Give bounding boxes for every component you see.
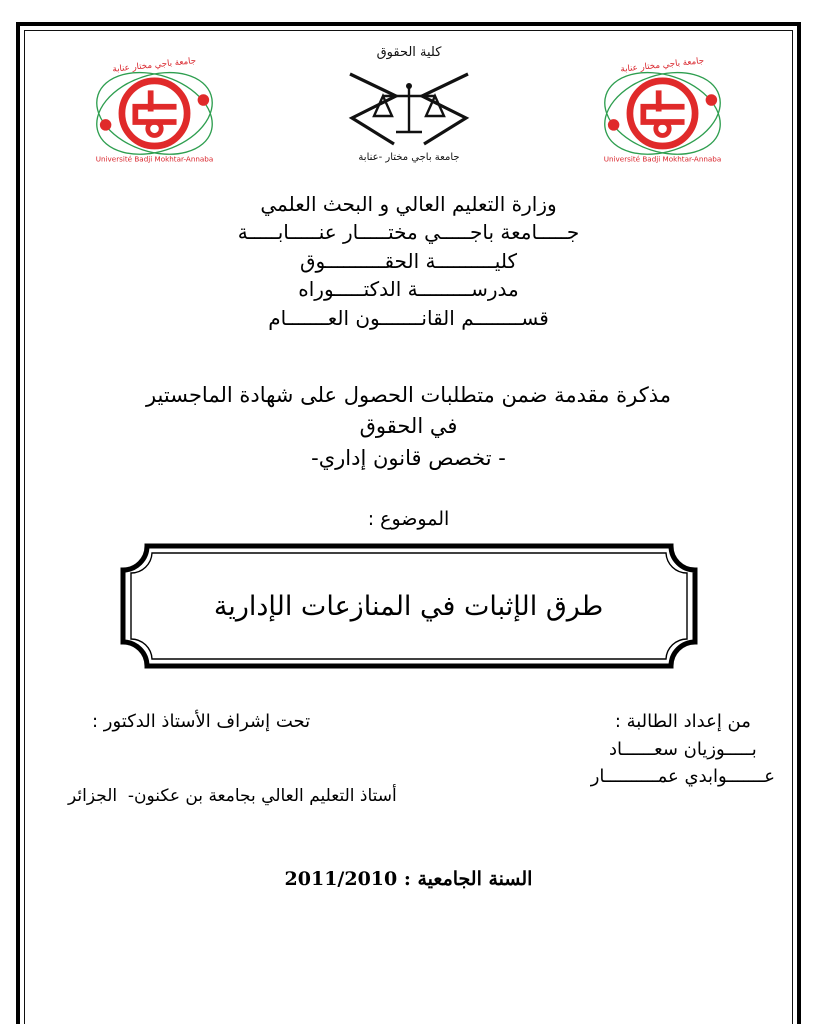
degree-statement (30, 380, 787, 475)
institution-line-ministry: وزارة التعليم العالي و البحث العلمي (260, 192, 557, 216)
svg-text:جامعة باجي مختار عنابة: جامعة باجي مختار عنابة (112, 56, 197, 75)
svg-text:Université Badji Mokhtar-Annab: Université Badji Mokhtar-Annaba (95, 154, 214, 164)
author-name-1: بـــــوزيان سعــــــاد (609, 739, 757, 761)
faculty-of-law-logo (334, 40, 484, 165)
institution-header (30, 190, 787, 332)
supervisor-rank: أستاذ التعليم العالي بجامعة بن عكنون- الجزائر (68, 786, 397, 807)
degree-line-field: في الحقوق (359, 414, 458, 439)
svg-text:Université Badji Mokhtar-Annab: Université Badji Mokhtar-Annaba (603, 154, 722, 164)
institution-line-department: قســــــــم القانـــــــون العـــــــام (268, 305, 549, 330)
degree-line-main: مذكرة مقدمة ضمن متطلبات الحصول على شهادة الماجستير (145, 382, 672, 407)
subject-label: الموضوع : (367, 508, 450, 531)
credits-block (30, 708, 787, 828)
supervisor-block (92, 708, 310, 736)
logo-row (30, 45, 787, 184)
thesis-title-plaque (119, 542, 699, 670)
svg-text:جامعة باجي مختار -عنابة: جامعة باجي مختار -عنابة (357, 152, 460, 163)
author-heading: من إعداد الطالبة : (614, 711, 751, 733)
institution-line-school: مدرســـــــــة الدكتـــــوراه (298, 277, 519, 302)
author-block (591, 708, 775, 790)
institution-line-university: جـــــامعة باجـــــي مختـــــار عنـــــابـــــة (237, 220, 580, 245)
svg-text:جامعة باجي مختار عنابة: جامعة باجي مختار عنابة (620, 56, 705, 75)
institution-line-faculty: كليــــــــــة الحقــــــــــوق (300, 248, 517, 273)
supervisor-heading: تحت إشراف الأستاذ الدكتور : (92, 711, 311, 733)
university-logo-right (590, 54, 735, 169)
university-logo-left (82, 54, 227, 169)
author-name-2: عـــــــوابدي عمــــــــــار (590, 766, 775, 788)
degree-line-specialty: - تخصص قانون إداري- (311, 445, 506, 470)
academic-year: السنة الجامعية : 2011/2010 (284, 868, 533, 890)
thesis-title: طرق الإثبات في المنازعات الإدارية (213, 590, 604, 622)
svg-text:كلية الحقوق: كلية الحقوق (376, 45, 441, 60)
